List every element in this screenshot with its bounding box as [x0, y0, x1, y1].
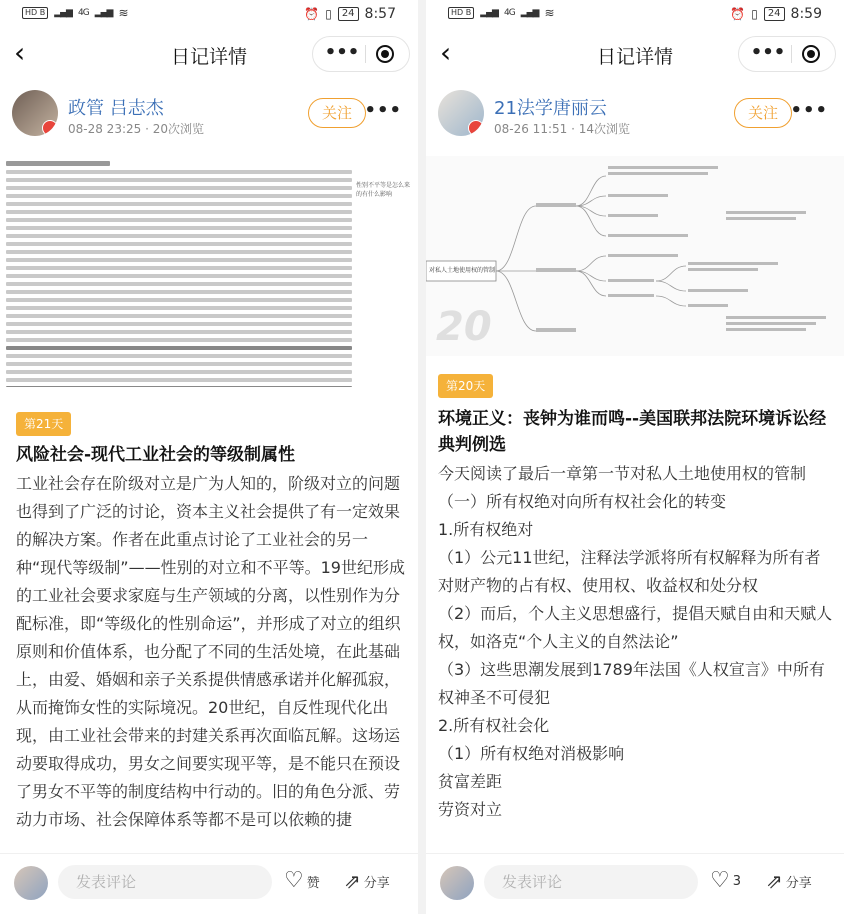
page-title: 日记详情	[596, 46, 673, 68]
alarm-icon: ⏰	[730, 7, 746, 21]
view-count: 14次浏览	[578, 122, 630, 136]
content-line: 贫富差距	[438, 772, 503, 791]
share-button[interactable]	[344, 871, 390, 891]
more-options-icon[interactable]: •••	[364, 100, 402, 121]
capsule-divider	[791, 45, 792, 63]
share-label: 分享	[785, 875, 812, 891]
heart-icon: ♡	[710, 868, 730, 893]
like-button[interactable]	[710, 868, 742, 893]
content-line: 今天阅读了最后一章第一节对私人土地使用权的管制	[438, 464, 807, 483]
comment-input[interactable]: 发表评论	[58, 865, 272, 899]
network-label: 4G	[77, 8, 89, 18]
back-arrow-icon[interactable]: ‹	[440, 36, 452, 69]
content-line: （1）公元11世纪，注释法学派将所有权解释为所有者对财产物的占有权、使用权、收益权和处分权	[438, 548, 821, 595]
heart-icon: ♡	[284, 868, 304, 893]
my-avatar	[14, 866, 48, 900]
content-line: 劳资对立	[438, 800, 503, 819]
post-meta: 08-28 23:25 · 20次浏览	[68, 122, 204, 136]
battery-indicator: 24	[338, 7, 359, 21]
mini-program-capsule	[738, 36, 836, 72]
author-name[interactable]: 政管 吕志杰	[68, 98, 164, 119]
back-arrow-icon[interactable]: ‹	[14, 36, 26, 69]
content-line: （1）所有权绝对消极影响	[438, 744, 625, 763]
post-date: 08-26 11:51	[494, 122, 568, 136]
day-badge: 第21天	[16, 412, 71, 436]
document-photo[interactable]	[6, 155, 412, 387]
avatar[interactable]	[438, 90, 484, 136]
clock: 8:57	[364, 6, 396, 22]
content-line: （一）所有权绝对向所有权社会化的转变	[438, 492, 727, 511]
page-title: 日记详情	[170, 46, 247, 68]
close-target-icon[interactable]	[376, 45, 394, 63]
mindmap-center-node: 对私人土地使用权的管制	[428, 267, 495, 274]
like-count: 3	[732, 873, 742, 889]
author-row	[426, 88, 844, 146]
my-avatar	[440, 866, 474, 900]
hd-indicator: HD B	[22, 7, 48, 19]
follow-button[interactable]: 关注	[308, 98, 366, 128]
avatar[interactable]	[12, 90, 58, 136]
vibrate-icon: ▯	[325, 7, 332, 21]
diary-content: 工业社会存在阶级对立是广为人知的，阶级对立的问题也得到了广泛的讨论，资本主义社会提供了有一定效果的解决方案。作者在此重点讨论了工业社会的另一种“现代等级制”——性别的对立和不平等。19世纪形成的工业社会要求家庭与生产领域的分离，以性别作为分配标准，即“等级化的性别命运”，并形成了对立的组织原则和价值体系，也分配了不同的生活处境，在此基础上，由爱、婚姻和亲子关系提供情感承诺并化解孤寂，从而掩饰女性的实际境况。20世纪，自反性现代化出现，由工业社会带来的封建关系再次面临瓦解。这场运动要取得成功，男女之间要实现平等，是不能只在预设了男女不平等的制度结构中行动的。旧的角色分派、劳动力市场、社会保障体系等都不是可以依赖的捷	[16, 474, 405, 829]
diary-content	[438, 460, 834, 854]
margin-note: 性别不平等是怎么来的有什么影响	[356, 182, 411, 198]
left-diary-screen	[0, 0, 418, 914]
vibrate-icon: ▯	[751, 7, 758, 21]
share-button[interactable]	[766, 871, 812, 891]
clock: 8:59	[790, 6, 822, 22]
signal-icon: ▂▄▆	[480, 8, 498, 18]
more-menu-button[interactable]: •••	[324, 42, 360, 63]
signal-icon: ▂▄▆	[94, 8, 113, 18]
hd-indicator: HD B	[448, 7, 474, 19]
diary-title: 风险社会-现代工业社会的等级制属性	[16, 445, 296, 465]
more-menu-button[interactable]: •••	[750, 42, 786, 63]
signal-icon: ▂▄▆	[54, 8, 72, 18]
day-badge: 第20天	[438, 374, 493, 398]
status-bar	[426, 0, 844, 30]
author-row	[0, 88, 418, 146]
right-diary-screen	[426, 0, 844, 914]
network-label: 4G	[503, 8, 515, 18]
post-date: 08-28 23:25	[68, 122, 142, 136]
comment-input[interactable]: 发表评论	[484, 865, 698, 899]
panel-divider	[418, 0, 426, 914]
status-bar	[0, 0, 418, 30]
post-meta: 08-26 11:51 · 14次浏览	[494, 122, 630, 136]
mini-program-capsule	[312, 36, 410, 72]
share-icon: ⇗	[344, 869, 361, 893]
bottom-bar	[0, 853, 418, 914]
nav-bar	[426, 30, 844, 80]
like-label: 赞	[306, 875, 320, 891]
capsule-divider	[365, 45, 366, 63]
like-button[interactable]	[284, 868, 320, 893]
signal-icon: ▂▄▆	[520, 8, 539, 18]
more-options-icon[interactable]: •••	[790, 100, 828, 121]
share-label: 分享	[363, 875, 390, 891]
content-line: 1.所有权绝对	[438, 520, 534, 539]
content-line: 2.所有权社会化	[438, 716, 550, 735]
verified-icon	[468, 120, 484, 136]
day-watermark: 20	[436, 304, 492, 350]
nav-bar	[0, 30, 418, 80]
share-icon: ⇗	[766, 869, 783, 893]
author-name[interactable]: 21法学唐丽云	[494, 98, 607, 119]
verified-icon	[42, 120, 58, 136]
diary-title: 环境正义：丧钟为谁而鸣--美国联邦法院环境诉讼经典判例选	[438, 409, 827, 455]
follow-button[interactable]: 关注	[734, 98, 792, 128]
alarm-icon: ⏰	[304, 7, 320, 21]
wifi-icon: ≋	[118, 6, 129, 20]
content-line: （3）这些思潮发展到1789年法国《人权宣言》中所有权神圣不可侵犯	[438, 660, 825, 707]
view-count: 20次浏览	[152, 122, 204, 136]
mindmap-image[interactable]	[426, 156, 844, 356]
bottom-bar	[426, 853, 844, 914]
battery-indicator: 24	[764, 7, 785, 21]
content-line: （2）而后，个人主义思想盛行，提倡天赋自由和天赋人权，如洛克“个人主义的自然法论”	[438, 604, 833, 651]
close-target-icon[interactable]	[802, 45, 820, 63]
wifi-icon: ≋	[544, 6, 555, 20]
